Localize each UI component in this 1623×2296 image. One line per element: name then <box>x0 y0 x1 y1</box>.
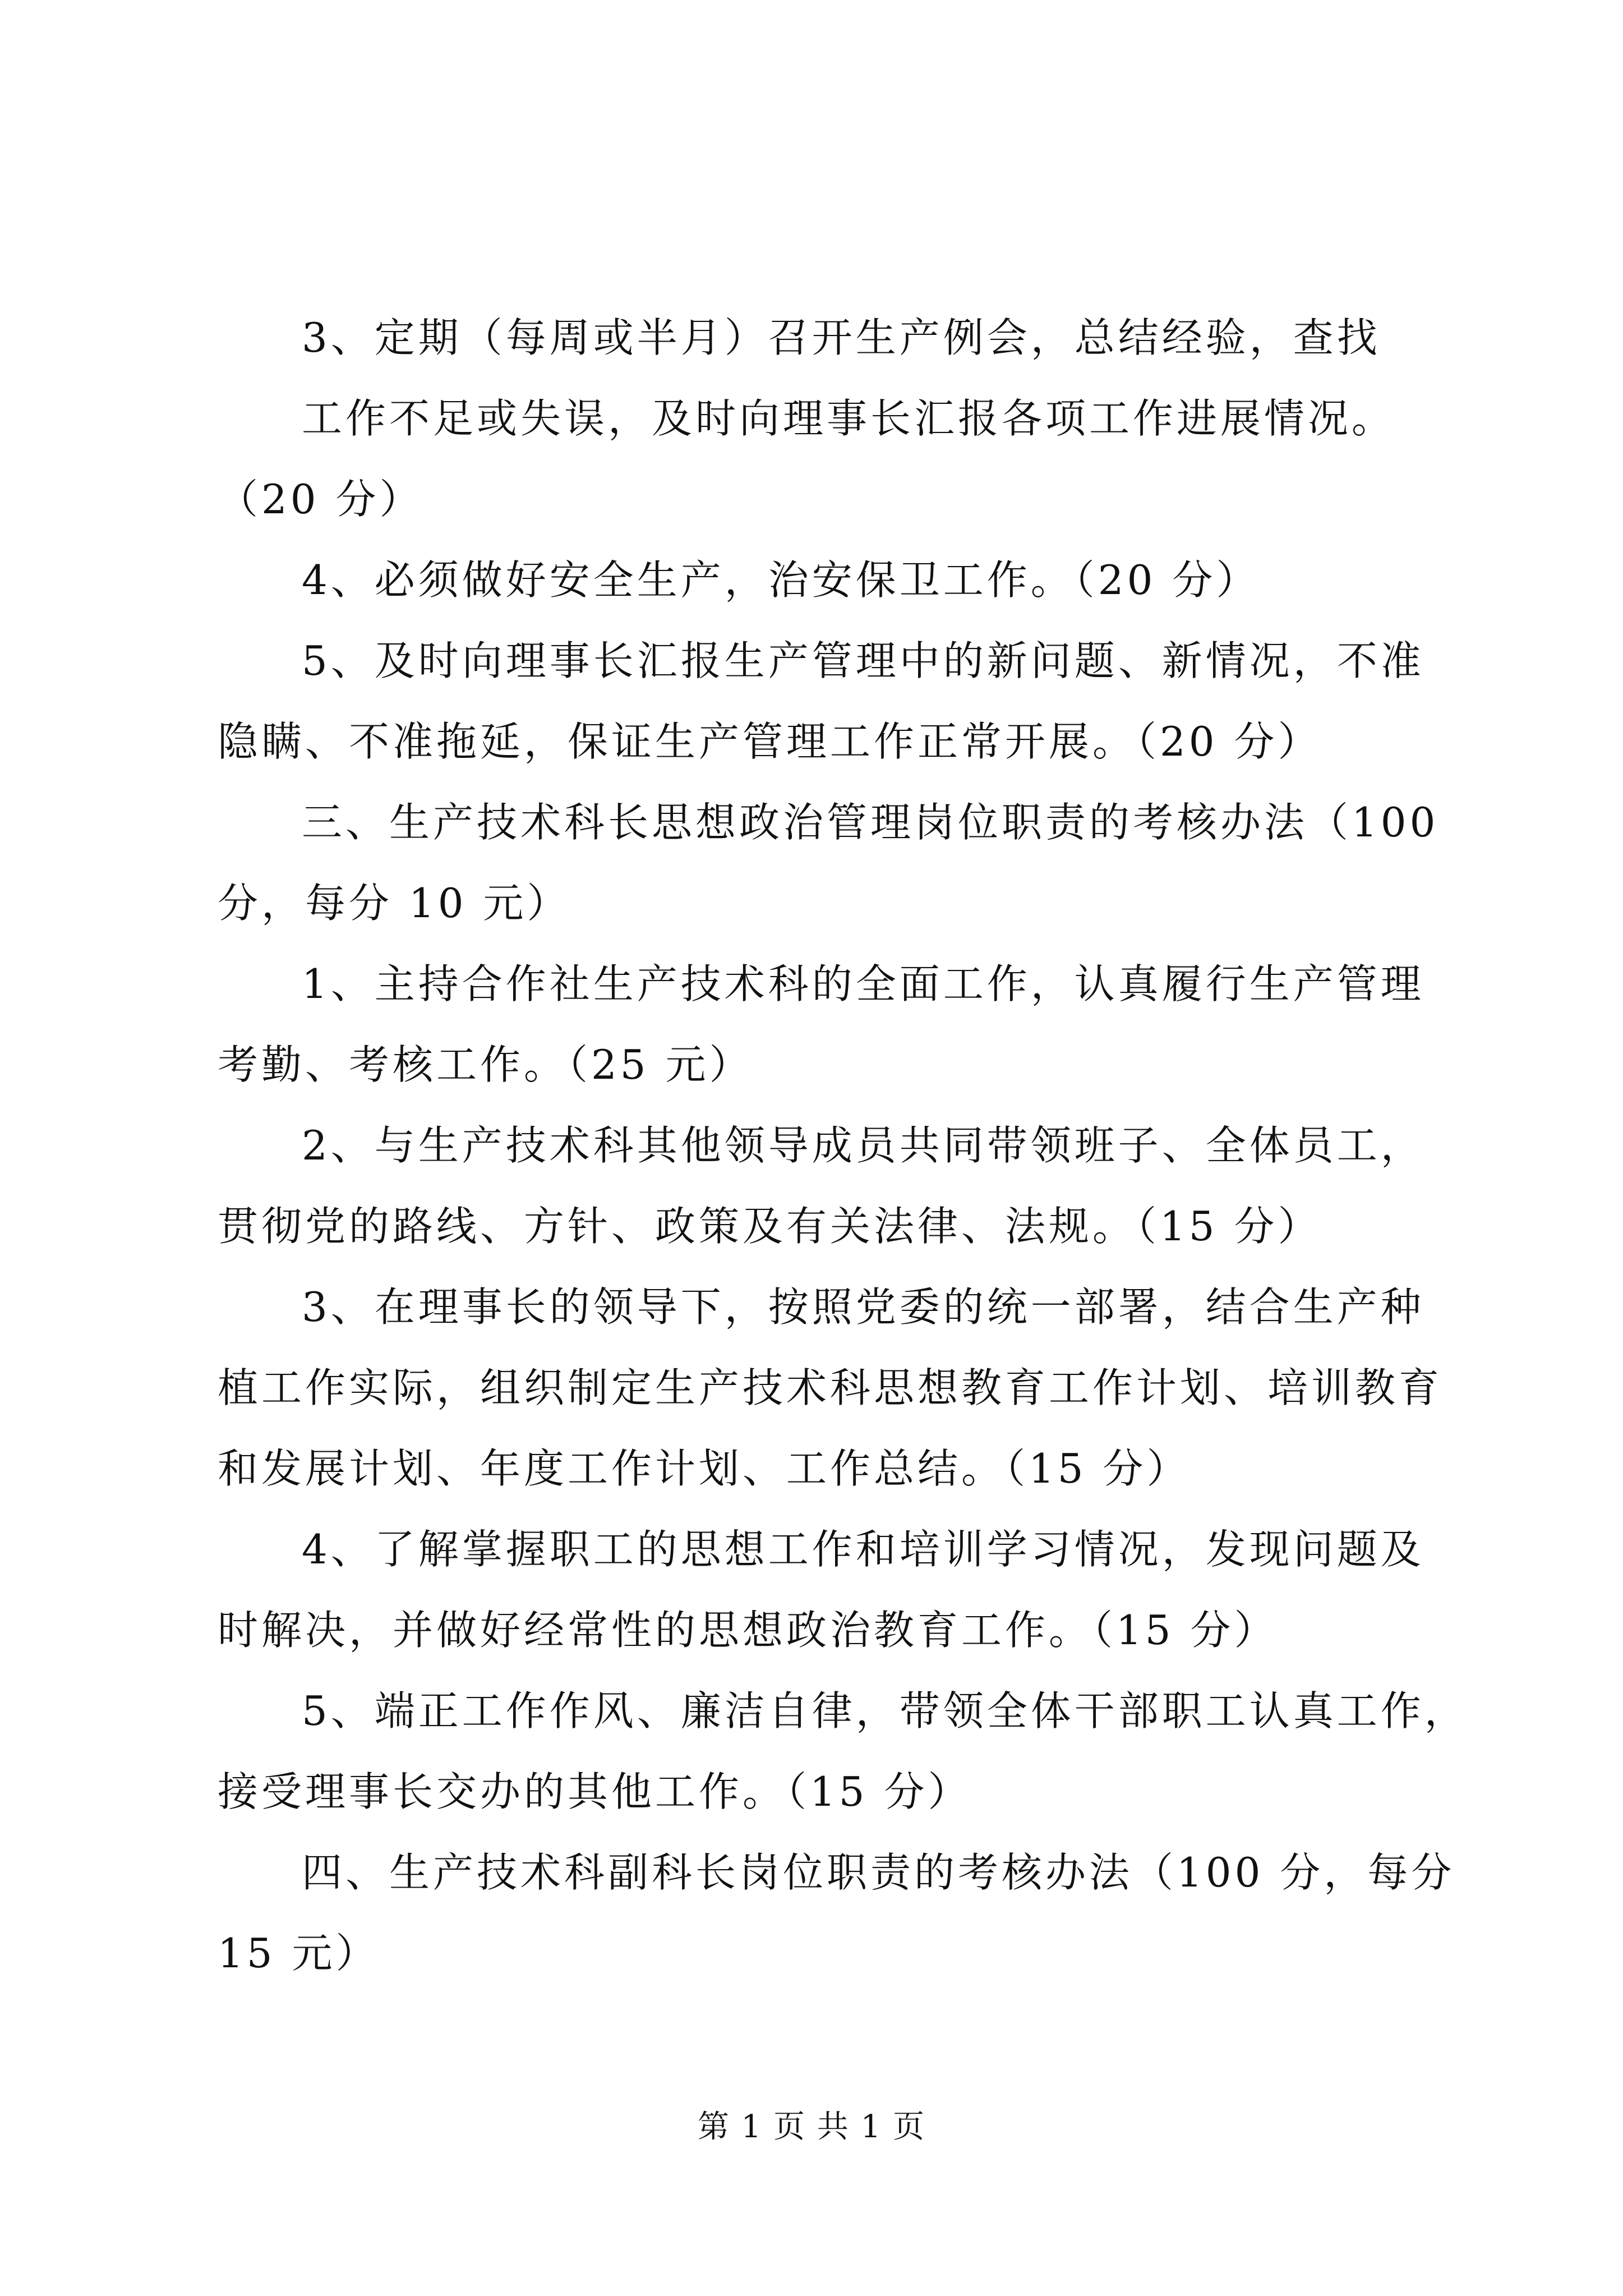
text-line: 考勤、考核工作。（25 元） <box>218 1041 753 1088</box>
text-line: 时解决，并做好经常性的思想政治教育工作。（15 分） <box>218 1607 1278 1654</box>
text-line: 分，每分 10 元） <box>218 880 571 927</box>
text-line: （20 分） <box>218 476 423 523</box>
section-heading: 四、生产技术科副科长岗位职责的考核办法（100 分，每分 <box>302 1849 1455 1896</box>
text-line: 5、端正工作作风、廉洁自律，带领全体干部职工认真工作， <box>302 1687 1468 1734</box>
document-body <box>218 297 1468 1994</box>
text-line: 接受理事长交办的其他工作。（15 分） <box>218 1768 972 1815</box>
text-line: 贯彻党的路线、方针、政策及有关法律、法规。（15 分） <box>218 1203 1322 1250</box>
text-line: 1、主持合作社生产技术科的全面工作，认真履行生产管理 <box>302 960 1424 1007</box>
text-line: 5、及时向理事长汇报生产管理中的新问题、新情况，不准 <box>302 637 1424 684</box>
text-line: 3、定期（每周或半月）召开生产例会，总结经验，查找 <box>302 314 1381 361</box>
text-line: 2、与生产技术科其他领导成员共同带领班子、全体员工， <box>302 1122 1424 1169</box>
text-line: 工作不足或失误，及时向理事长汇报各项工作进展情况。 <box>302 395 1396 442</box>
text-line: 植工作实际，组织制定生产技术科思想教育工作计划、培训教育 <box>218 1364 1443 1411</box>
text-line: 隐瞒、不准拖延，保证生产管理工作正常开展。（20 分） <box>218 718 1322 765</box>
text-line: 15 元） <box>218 1930 380 1977</box>
section-heading: 三、生产技术科长思想政治管理岗位职责的考核办法（100 <box>302 799 1439 846</box>
text-line: 和发展计划、年度工作计划、工作总结。（15 分） <box>218 1445 1191 1492</box>
text-line: 3、在理事长的领导下，按照党委的统一部署，结合生产种 <box>302 1283 1424 1331</box>
text-line: 4、了解掌握职工的思想工作和培训学习情况，发现问题及 <box>302 1526 1424 1573</box>
text-line: 4、必须做好安全生产，治安保卫工作。（20 分） <box>302 556 1260 604</box>
page-number-footer: 第 1 页 共 1 页 <box>697 2109 926 2145</box>
